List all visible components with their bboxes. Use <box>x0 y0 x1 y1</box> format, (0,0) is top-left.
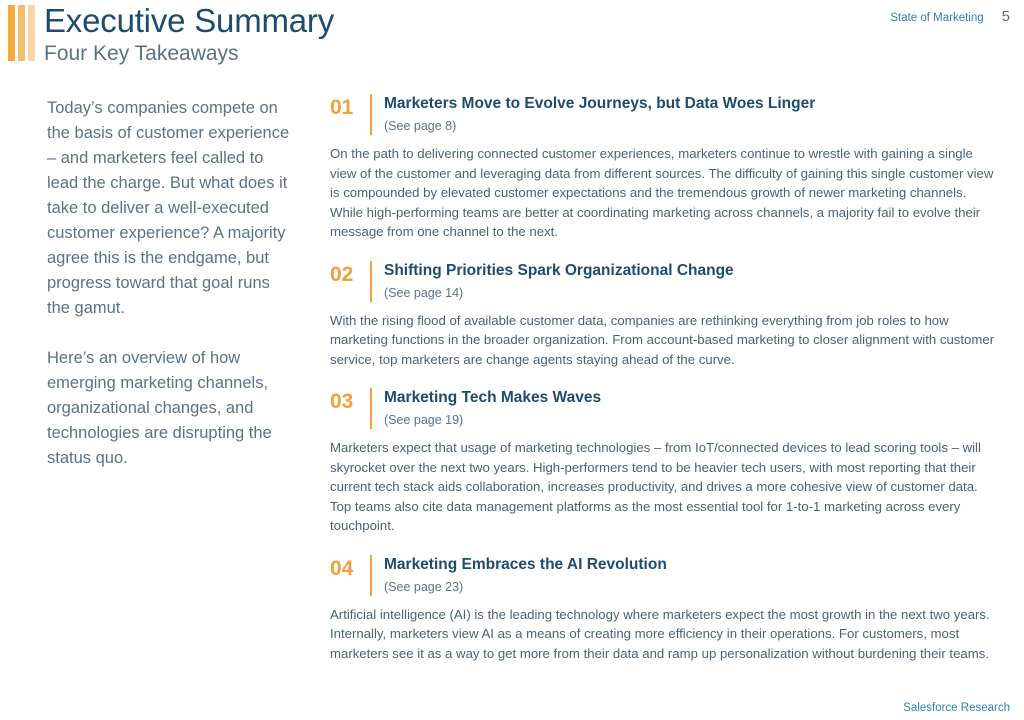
takeaway-heading-group <box>384 388 1002 429</box>
brand-bars-icon <box>8 5 34 61</box>
takeaway-header <box>330 388 1002 429</box>
title-block <box>44 0 334 67</box>
takeaway-header <box>330 94 1002 135</box>
intro-paragraph-2: Here’s an overview of how emerging marketing channels, organizational changes, and technologies are disrupting the status quo. <box>47 349 272 467</box>
brand-bar-2 <box>18 5 25 61</box>
takeaway-body: Marketers expect that usage of marketing technologies – from IoT/connected devices to lead scoring tools – will skyrocket over the next two years. High-performers tend to be heavier tech users, with most reporting that their current tech stack aids collaboration, increases productivity, and drives a more cohesive view of customer data. Top teams also cite data management platforms as the most essential tool for 1-to-1 marketing across every touchpoint. <box>330 440 981 533</box>
intro-paragraph-1: Today’s companies compete on the basis of customer experience – and marketers feel called to lead the charge. But what does it take to deliver a well-executed customer experience? A majority agree this is the endgame, but progress toward that goal runs the gamut. <box>47 99 290 317</box>
takeaway-item <box>330 261 1002 370</box>
takeaway-heading-group <box>384 261 1002 302</box>
intro-column <box>47 96 297 471</box>
page-number: 5 <box>1001 8 1010 25</box>
takeaway-number: 03 <box>330 390 354 413</box>
takeaway-divider <box>370 261 372 302</box>
takeaway-number: 02 <box>330 262 354 286</box>
takeaway-title: Marketing Embraces the AI Revolution <box>384 555 667 573</box>
takeaway-title: Shifting Priorities Spark Organizational Change <box>384 261 734 279</box>
takeaway-body: With the rising flood of available customer data, companies are rethinking everything from job roles to how marketing functions in the broader organization. From account-based marketing to closer alignment with customer service, top marketers are change agents staying ahead of the curve. <box>330 312 995 367</box>
takeaway-item <box>330 555 1002 664</box>
takeaway-item <box>330 94 1002 242</box>
takeaways-list <box>330 94 1002 682</box>
takeaway-page-reference[interactable]: (See page 8) <box>384 119 457 133</box>
takeaway-title: Marketers Move to Evolve Journeys, but Data Woes Linger <box>384 95 816 112</box>
page-title: Executive Summary <box>44 2 335 39</box>
takeaway-item <box>330 388 1002 536</box>
footer-credit: Salesforce Research <box>903 702 1010 714</box>
takeaway-heading-group <box>384 94 1002 135</box>
brand-bar-1 <box>8 5 15 61</box>
takeaway-page-reference[interactable]: (See page 14) <box>384 285 464 300</box>
takeaway-body: On the path to delivering connected customer experiences, marketers continue to wrestle with gaining a single view of the customer and leveraging data from different sources. The difficulty of gaining this single customer view is compounded by elevated customer expectations and the tremendous growth of newer marketing channels. While high-performing teams are better at coordinating marketing across channels, a majority fail to evolve their message from one channel to the next. <box>330 146 994 239</box>
takeaway-body: Artificial intelligence (AI) is the leading technology where marketers expect the most growth in the next two years. Internally, marketers view AI as a means of creating more efficiency in their operations. For customers, most marketers see it as a way to get more from their data and ramp up personalization without burdening their teams. <box>330 606 990 661</box>
takeaway-heading-group <box>384 555 1002 596</box>
takeaway-divider <box>370 555 372 596</box>
takeaway-divider <box>370 94 372 135</box>
takeaway-title: Marketing Tech Makes Waves <box>384 389 602 406</box>
page-subtitle: Four Key Takeaways <box>44 42 239 65</box>
takeaway-page-reference[interactable]: (See page 23) <box>384 579 464 594</box>
takeaway-number: 04 <box>330 556 354 580</box>
takeaway-number: 01 <box>330 96 354 119</box>
takeaway-page-reference[interactable]: (See page 19) <box>384 413 464 427</box>
takeaway-header <box>330 261 1002 302</box>
takeaway-divider <box>370 388 372 429</box>
brand-bar-3 <box>28 5 35 61</box>
takeaway-header <box>330 555 1002 596</box>
report-name: State of Marketing <box>890 12 984 24</box>
page-header <box>0 0 1024 70</box>
header-meta <box>890 8 1010 25</box>
